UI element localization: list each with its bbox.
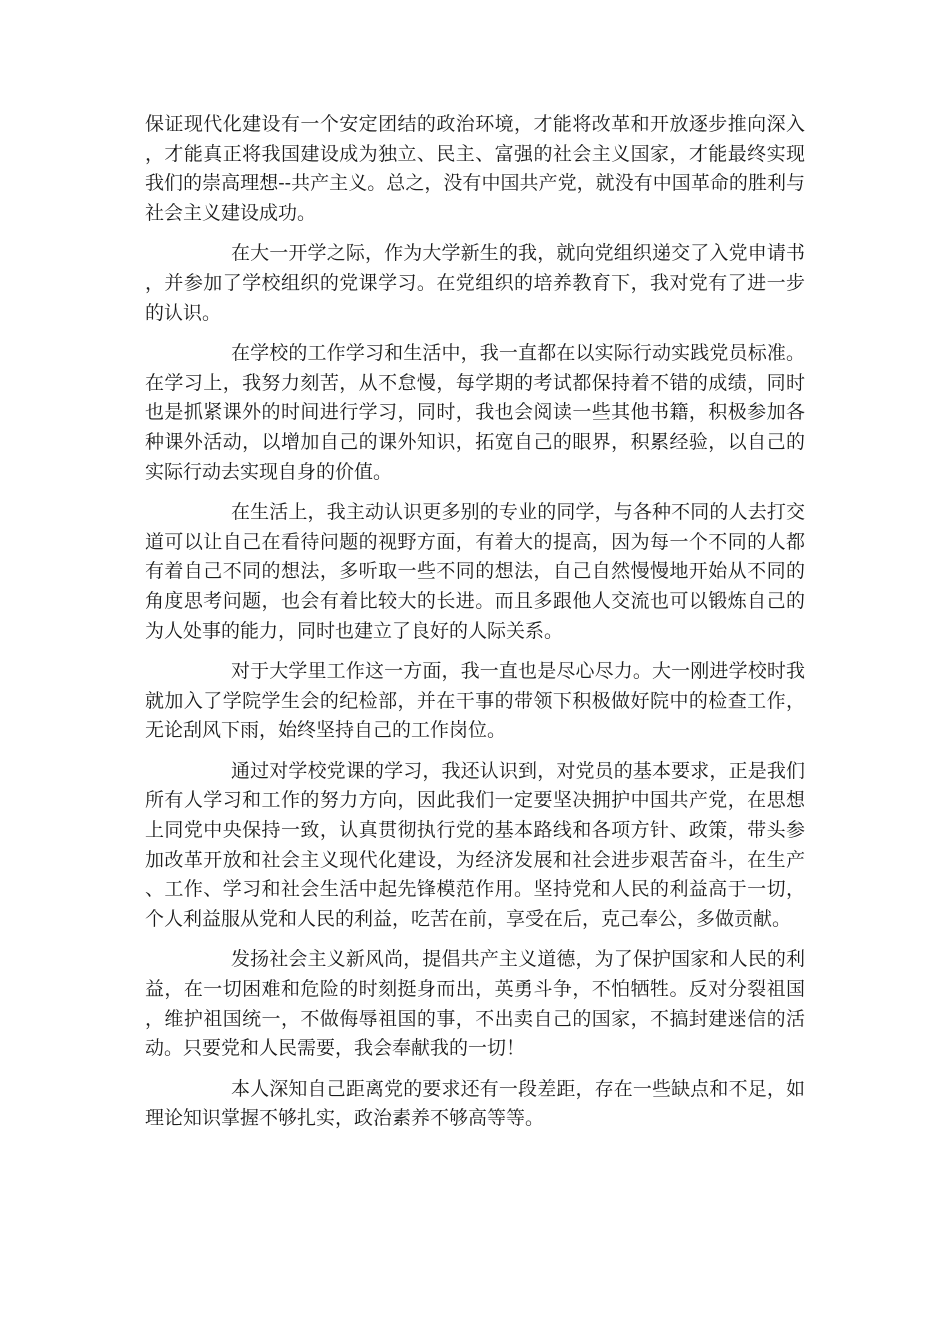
paragraph-morality: 发扬社会主义新风尚，提倡共产主义道德，为了保护国家和人民的利益，在一切困难和危险的时刻挺身而出，英勇斗争，不怕牺牲。反对分裂祖国，维护祖国统一，不做侮辱祖国的事，不出卖自己的国家，不搞封建迷信的活动。只要党和人民需要，我会奉献我的一切！ bbox=[145, 948, 805, 1060]
document-body bbox=[145, 110, 805, 1145]
paragraph-party-course: 通过对学校党课的学习，我还认识到，对党员的基本要求，正是我们所有人学习和工作的努力方向，因此我们一定要坚决拥护中国共产党，在思想上同党中央保持一致，认真贯彻执行党的基本路线和各项方针、政策，带头参加改革开放和社会主义现代化建设，为经济发展和社会进步艰苦奋斗，在生产、工作、学习和社会生活中起先锋模范作用。坚持党和人民的利益高于一切，个人利益服从党和人民的利益，吃苦在前，享受在后，克己奉公，多做贡献。 bbox=[145, 759, 805, 930]
paragraph-shortcomings: 本人深知自己距离党的要求还有一段差距，存在一些缺点和不足，如理论知识掌握不够扎实，政治素养不够高等等。 bbox=[145, 1077, 805, 1130]
paragraph-life: 在生活上，我主动认识更多别的专业的同学，与各种不同的人去打交道可以让自己在看待问题的视野方面，有着大的提高，因为每一个不同的人都有着自己不同的想法，多听取一些不同的想法，自己自然慢慢地开始从不同的角度思考问题，也会有着比较大的长进。而且多跟他人交流也可以锻炼自己的为人处事的能力，同时也建立了良好的人际关系。 bbox=[145, 501, 805, 642]
paragraph-party-application: 在大一开学之际，作为大学新生的我，就向党组织递交了入党申请书，并参加了学校组织的党课学习。在党组织的培养教育下，我对党有了进一步的认识。 bbox=[145, 242, 805, 324]
paragraph-work: 对于大学里工作这一方面，我一直也是尽心尽力。大一刚进学校时我就加入了学院学生会的纪检部，并在干事的带领下积极做好院中的检查工作，无论刮风下雨，始终坚持自己的工作岗位。 bbox=[145, 660, 805, 742]
paragraph-study: 在学校的工作学习和生活中，我一直都在以实际行动实践党员标准。在学习上，我努力刻苦，从不怠慢，每学期的考试都保持着不错的成绩，同时也是抓紧课外的时间进行学习，同时，我也会阅读一些其他书籍，积极参加各种课外活动，以增加自己的课外知识，拓宽自己的眼界，积累经验，以自己的实际行动去实现自身的价值。 bbox=[145, 342, 805, 483]
paragraph-continuation: 保证现代化建设有一个安定团结的政治环境，才能将改革和开放逐步推向深入，才能真正将我国建设成为独立、民主、富强的社会主义国家，才能最终实现我们的崇高理想--共产主义。总之，没有中国共产党，就没有中国革命的胜利与社会主义建设成功。 bbox=[145, 113, 805, 224]
